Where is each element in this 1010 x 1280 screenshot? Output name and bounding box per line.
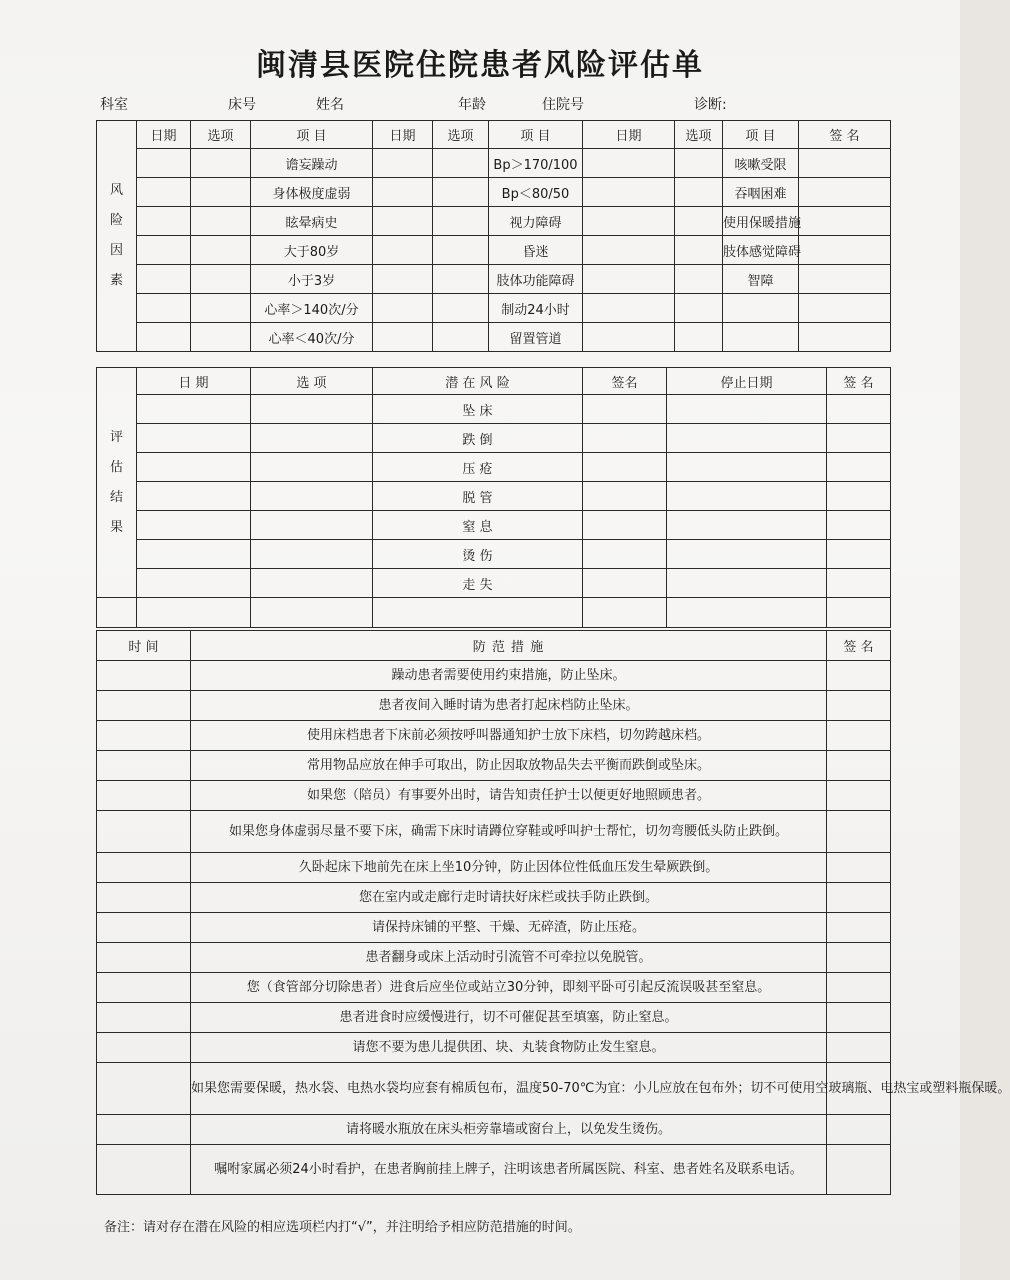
col-date: 日期 xyxy=(137,121,191,149)
measure-text: 久卧起床下地前先在床上坐10分钟，防止因体位性低血压发生晕厥跌倒。 xyxy=(191,853,827,883)
time-cell[interactable] xyxy=(97,1145,191,1195)
risk-item: 心率＞140次/分 xyxy=(251,294,373,323)
sign-cell[interactable] xyxy=(827,540,891,569)
date-cell[interactable] xyxy=(373,178,433,207)
risk-name: 跌 倒 xyxy=(373,424,583,453)
option-cell[interactable] xyxy=(251,482,373,511)
sign-cell[interactable] xyxy=(827,424,891,453)
time-cell[interactable] xyxy=(97,1063,191,1115)
risk-item: 制动24小时 xyxy=(489,294,583,323)
option-cell[interactable] xyxy=(433,178,489,207)
date-cell[interactable] xyxy=(137,453,251,482)
risk-item: 身体极度虚弱 xyxy=(251,178,373,207)
sign-cell[interactable] xyxy=(583,424,667,453)
risk-item: 咳嗽受限 xyxy=(723,149,799,178)
date-cell[interactable] xyxy=(137,178,191,207)
col-sign: 签 名 xyxy=(799,121,891,149)
sign-cell[interactable] xyxy=(827,598,891,628)
date-cell[interactable] xyxy=(137,149,191,178)
option-cell[interactable] xyxy=(191,236,251,265)
risk-item: 使用保暖措施 xyxy=(723,207,799,236)
option-cell[interactable] xyxy=(675,265,723,294)
time-cell[interactable] xyxy=(97,973,191,1003)
option-cell[interactable] xyxy=(191,149,251,178)
sign-cell[interactable] xyxy=(583,453,667,482)
sign-cell[interactable] xyxy=(827,395,891,424)
time-cell[interactable] xyxy=(97,691,191,721)
measure-text: 使用床档患者下床前必须按呼叫器通知护士放下床档，切勿跨越床档。 xyxy=(191,721,827,751)
col-risk: 潜 在 风 险 xyxy=(373,368,583,395)
sign-cell[interactable] xyxy=(827,913,891,943)
date-cell[interactable] xyxy=(583,323,675,352)
col-stop-date: 停止日期 xyxy=(667,368,827,395)
option-cell[interactable] xyxy=(251,598,373,628)
sign-cell[interactable] xyxy=(827,973,891,1003)
bed-label: 床号 xyxy=(228,97,256,113)
sign-cell[interactable] xyxy=(799,236,891,265)
stop-date-cell[interactable] xyxy=(667,424,827,453)
stop-date-cell[interactable] xyxy=(667,540,827,569)
risk-item: 留置管道 xyxy=(489,323,583,352)
sign-cell[interactable] xyxy=(799,207,891,236)
option-cell[interactable] xyxy=(675,236,723,265)
risk-item: 心率＜40次/分 xyxy=(251,323,373,352)
time-cell[interactable] xyxy=(97,661,191,691)
sign-cell[interactable] xyxy=(799,265,891,294)
date-cell[interactable] xyxy=(583,265,675,294)
stop-date-cell[interactable] xyxy=(667,511,827,540)
sign-cell[interactable] xyxy=(583,598,667,628)
empty-risk-cell xyxy=(373,598,583,628)
risk-item: 智障 xyxy=(723,265,799,294)
stop-date-cell[interactable] xyxy=(667,569,827,598)
stop-date-cell[interactable] xyxy=(667,482,827,511)
option-cell[interactable] xyxy=(191,294,251,323)
name-label: 姓名 xyxy=(316,97,344,113)
risk-name: 脱 管 xyxy=(373,482,583,511)
risk-name: 走 失 xyxy=(373,569,583,598)
date-cell[interactable] xyxy=(373,323,433,352)
risk-item: 眩晕病史 xyxy=(251,207,373,236)
option-cell[interactable] xyxy=(433,323,489,352)
col-item-2: 项 目 xyxy=(489,121,583,149)
sign-cell[interactable] xyxy=(827,1003,891,1033)
sign-cell[interactable] xyxy=(583,540,667,569)
form-title: 闽清县医院住院患者风险评估单 xyxy=(256,48,704,83)
option-cell[interactable] xyxy=(251,540,373,569)
col-option-3: 选项 xyxy=(675,121,723,149)
option-cell[interactable] xyxy=(191,323,251,352)
sign-cell[interactable] xyxy=(799,149,891,178)
date-cell[interactable] xyxy=(583,207,675,236)
date-cell[interactable] xyxy=(137,265,191,294)
sign-cell[interactable] xyxy=(827,1033,891,1063)
date-cell[interactable] xyxy=(137,540,251,569)
date-cell[interactable] xyxy=(373,265,433,294)
time-cell[interactable] xyxy=(97,721,191,751)
measure-text: 请保持床铺的平整、干燥、无碎渣，防止压疮。 xyxy=(191,913,827,943)
date-cell[interactable] xyxy=(137,294,191,323)
time-cell[interactable] xyxy=(97,1003,191,1033)
risk-name: 窒 息 xyxy=(373,511,583,540)
sign-cell[interactable] xyxy=(827,751,891,781)
age-label: 年龄 xyxy=(458,97,486,113)
time-cell[interactable] xyxy=(97,1115,191,1145)
risk-item: 昏迷 xyxy=(489,236,583,265)
risk-item: Bp＞170/100 xyxy=(489,149,583,178)
col-sign: 签名 xyxy=(583,368,667,395)
col-date: 日 期 xyxy=(137,368,251,395)
sign-cell[interactable] xyxy=(827,453,891,482)
risk-item: 小于3岁 xyxy=(251,265,373,294)
time-cell[interactable] xyxy=(97,811,191,853)
measure-text: 您在室内或走廊行走时请扶好床栏或扶手防止跌倒。 xyxy=(191,883,827,913)
risk-factor-table xyxy=(96,120,891,352)
risk-item: 视力障碍 xyxy=(489,207,583,236)
sign-cell[interactable] xyxy=(583,482,667,511)
sign-cell[interactable] xyxy=(827,853,891,883)
option-cell[interactable] xyxy=(433,265,489,294)
risk-item: Bp＜80/50 xyxy=(489,178,583,207)
option-cell[interactable] xyxy=(251,453,373,482)
time-cell[interactable] xyxy=(97,751,191,781)
option-cell[interactable] xyxy=(433,207,489,236)
time-cell[interactable] xyxy=(97,883,191,913)
stop-date-cell[interactable] xyxy=(667,453,827,482)
col-option: 选 项 xyxy=(251,368,373,395)
option-cell[interactable] xyxy=(433,236,489,265)
measure-text: 患者翻身或床上活动时引流管不可牵拉以免脱管。 xyxy=(191,943,827,973)
risk-name: 烫 伤 xyxy=(373,540,583,569)
option-cell[interactable] xyxy=(675,294,723,323)
risk-item: 肢体功能障碍 xyxy=(489,265,583,294)
assessment-table xyxy=(96,367,891,628)
option-cell[interactable] xyxy=(191,207,251,236)
sign-cell[interactable] xyxy=(827,781,891,811)
measure-text: 如果您（陪员）有事要外出时，请告知责任护士以便更好地照顾患者。 xyxy=(191,781,827,811)
sign-cell[interactable] xyxy=(583,511,667,540)
risk-name: 坠 床 xyxy=(373,395,583,424)
col-date-2: 日期 xyxy=(373,121,433,149)
sign-cell[interactable] xyxy=(827,569,891,598)
date-cell[interactable] xyxy=(137,569,251,598)
col-option-2: 选项 xyxy=(433,121,489,149)
measure-text: 如果您身体虚弱尽量不要下床，确需下床时请蹲位穿鞋或呼叫护士帮忙，切勿弯腰低头防止跌倒。 xyxy=(191,811,827,853)
date-cell[interactable] xyxy=(137,598,251,628)
option-cell[interactable] xyxy=(251,395,373,424)
option-cell[interactable] xyxy=(675,207,723,236)
sign-cell[interactable] xyxy=(799,323,891,352)
measure-text: 您（食管部分切除患者）进食后应坐位或站立30分钟，即刻平卧可引起反流误吸甚至窒息。 xyxy=(191,973,827,1003)
col-measure: 防 范 措 施 xyxy=(191,631,827,661)
measure-text: 请将暖水瓶放在床头柜旁靠墙或窗台上，以免发生烫伤。 xyxy=(191,1115,827,1145)
date-cell[interactable] xyxy=(373,149,433,178)
diagnosis-label: 诊断: xyxy=(694,97,727,113)
measures-table xyxy=(96,630,1010,1195)
date-cell[interactable] xyxy=(137,207,191,236)
option-cell[interactable] xyxy=(675,149,723,178)
empty-item-cell xyxy=(723,294,799,323)
date-cell[interactable] xyxy=(583,178,675,207)
option-cell[interactable] xyxy=(191,178,251,207)
sign-cell[interactable] xyxy=(827,883,891,913)
dept-label: 科室 xyxy=(100,97,128,113)
date-cell[interactable] xyxy=(583,294,675,323)
col-sign-2: 签 名 xyxy=(827,368,891,395)
sign-cell[interactable] xyxy=(799,178,891,207)
option-cell[interactable] xyxy=(251,424,373,453)
col-date-3: 日期 xyxy=(583,121,675,149)
sign-cell[interactable] xyxy=(827,691,891,721)
date-cell[interactable] xyxy=(137,424,251,453)
sign-cell[interactable] xyxy=(827,1115,891,1145)
measure-text: 请您不要为患儿提供团、块、丸装食物防止发生窒息。 xyxy=(191,1033,827,1063)
empty-item-cell xyxy=(723,323,799,352)
col-time: 时 间 xyxy=(97,631,191,661)
footnote: 备注：请对存在潜在风险的相应选项栏内打“√”，并注明给予相应防范措施的时间。 xyxy=(104,1220,581,1235)
option-cell[interactable] xyxy=(675,178,723,207)
time-cell[interactable] xyxy=(97,1033,191,1063)
col-sign: 签 名 xyxy=(827,631,891,661)
risk-item: 谵妄躁动 xyxy=(251,149,373,178)
sign-cell[interactable] xyxy=(799,294,891,323)
time-cell[interactable] xyxy=(97,913,191,943)
sign-cell[interactable] xyxy=(827,1145,891,1195)
option-cell[interactable] xyxy=(251,569,373,598)
date-cell[interactable] xyxy=(137,323,191,352)
admission-no-label: 住院号 xyxy=(542,97,584,113)
time-cell[interactable] xyxy=(97,943,191,973)
time-cell[interactable] xyxy=(97,853,191,883)
date-cell[interactable] xyxy=(583,149,675,178)
risk-item: 吞咽困难 xyxy=(723,178,799,207)
date-cell[interactable] xyxy=(137,482,251,511)
date-cell[interactable] xyxy=(373,207,433,236)
sign-cell[interactable] xyxy=(827,943,891,973)
measure-text: 嘱咐家属必须24小时看护，在患者胸前挂上牌子，注明该患者所属医院、科室、患者姓名及联系电话。 xyxy=(191,1145,827,1195)
sign-cell[interactable] xyxy=(827,661,891,691)
risk-item: 肢体感觉障碍 xyxy=(723,236,799,265)
option-cell[interactable] xyxy=(251,511,373,540)
option-cell[interactable] xyxy=(675,323,723,352)
stop-date-cell[interactable] xyxy=(667,395,827,424)
risk-item: 大于80岁 xyxy=(251,236,373,265)
date-cell[interactable] xyxy=(137,236,191,265)
measure-text: 躁动患者需要使用约束措施，防止坠床。 xyxy=(191,661,827,691)
stop-date-cell[interactable] xyxy=(667,598,827,628)
sign-cell[interactable] xyxy=(583,395,667,424)
risk-name: 压 疮 xyxy=(373,453,583,482)
date-cell[interactable] xyxy=(137,395,251,424)
time-cell[interactable] xyxy=(97,781,191,811)
measure-text: 常用物品应放在伸手可取出，防止因取放物品失去平衡而跌倒或坠床。 xyxy=(191,751,827,781)
sign-cell[interactable] xyxy=(827,511,891,540)
col-item: 项 目 xyxy=(251,121,373,149)
sign-cell[interactable] xyxy=(827,811,891,853)
sign-cell[interactable] xyxy=(827,482,891,511)
date-cell[interactable] xyxy=(373,294,433,323)
date-cell[interactable] xyxy=(583,236,675,265)
measure-text: 如果您需要保暖，热水袋、电热水袋均应套有棉质包布，温度50-70℃为宜：小儿应放在包布外；切不可使用空玻璃瓶、电热宝或塑料瓶保暖。 xyxy=(191,1063,827,1115)
option-cell[interactable] xyxy=(433,294,489,323)
date-cell[interactable] xyxy=(373,236,433,265)
col-item-3: 项 目 xyxy=(723,121,799,149)
sign-cell[interactable] xyxy=(827,721,891,751)
date-cell[interactable] xyxy=(137,511,251,540)
col-option: 选项 xyxy=(191,121,251,149)
risk-factor-side-label: 风 险 因 素 xyxy=(97,121,137,352)
assessment-side-label: 评 估 结 果 xyxy=(97,368,137,598)
option-cell[interactable] xyxy=(191,265,251,294)
measure-text: 患者进食时应缓慢进行，切不可催促甚至填塞，防止窒息。 xyxy=(191,1003,827,1033)
option-cell[interactable] xyxy=(433,149,489,178)
measure-text: 患者夜间入睡时请为患者打起床档防止坠床。 xyxy=(191,691,827,721)
sign-cell[interactable] xyxy=(583,569,667,598)
